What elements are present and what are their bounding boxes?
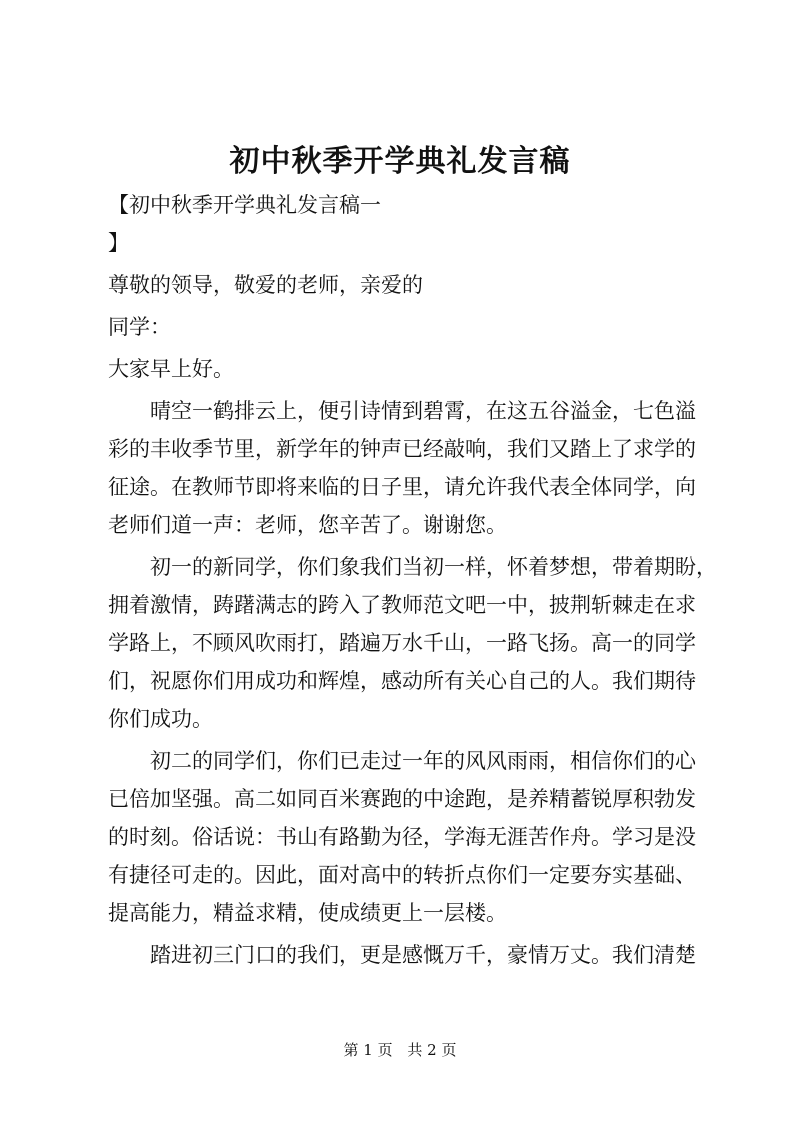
text-line: 征途。在教师节即将来临的日子里，请允许我代表全体同学，向 (108, 475, 696, 499)
paragraph-2 (108, 548, 717, 738)
paragraph-1 (108, 392, 708, 544)
text-line: 初一的新同学，你们象我们当初一样，怀着梦想，带着期盼， (150, 555, 717, 579)
text-line: 踏进初三门口的我们，更是感慨万千，豪情万丈。我们清楚 (150, 943, 696, 967)
greeting-line: 尊敬的领导，敬爱的老师，亲爱的 (108, 273, 423, 297)
page-footer (0, 1040, 800, 1060)
text-line: 你们成功。 (108, 707, 213, 731)
text-line: 的时刻。俗话说：书山有路勤为径，学海无涯苦作舟。学习是没 (108, 825, 696, 849)
document-body (108, 186, 717, 974)
page-number: 第 1 页 (343, 1041, 393, 1059)
text-line: 彩的丰收季节里，新学年的钟声已经敲响，我们又踏上了求学的 (108, 437, 696, 461)
text-line: 学路上，不顾风吹雨打，踏遍万水千山，一路飞扬。高一的同学 (108, 631, 696, 655)
text-line: 拥着激情，踌躇满志的跨入了教师范文吧一中，披荆斩棘走在求 (108, 593, 696, 617)
page-total: 共 2 页 (407, 1041, 457, 1059)
text-line: 初二的同学们，你们已走过一年的风风雨雨，相信你们的心 (150, 749, 696, 773)
greeting-line: 大家早上好。 (108, 357, 234, 381)
text-line: 有捷径可走的。因此，面对高中的转折点你们一定要夯实基础、 (108, 863, 696, 887)
text-line: 提高能力，精益求精，使成绩更上一层楼。 (108, 901, 507, 925)
document-title: 初中秋季开学典礼发言稿 (229, 144, 571, 179)
greeting-line: 同学： (108, 315, 171, 339)
text-line: 已倍加坚强。高二如同百米赛跑的中途跑，是养精蓄锐厚积勃发 (108, 787, 696, 811)
text-line: 老师们道一声：老师，您辛苦了。谢谢您。 (108, 513, 507, 537)
paragraph-4 (108, 936, 708, 974)
text-line: 晴空一鹤排云上，便引诗情到碧霄，在这五谷溢金，七色溢 (150, 399, 696, 423)
text-line: 们，祝愿你们用成功和辉煌，感动所有关心自己的人。我们期待 (108, 669, 696, 693)
section-heading: 【初中秋季开学典礼发言稿一 (108, 193, 381, 217)
paragraph-3 (108, 742, 708, 932)
section-heading-close: 】 (108, 231, 129, 255)
